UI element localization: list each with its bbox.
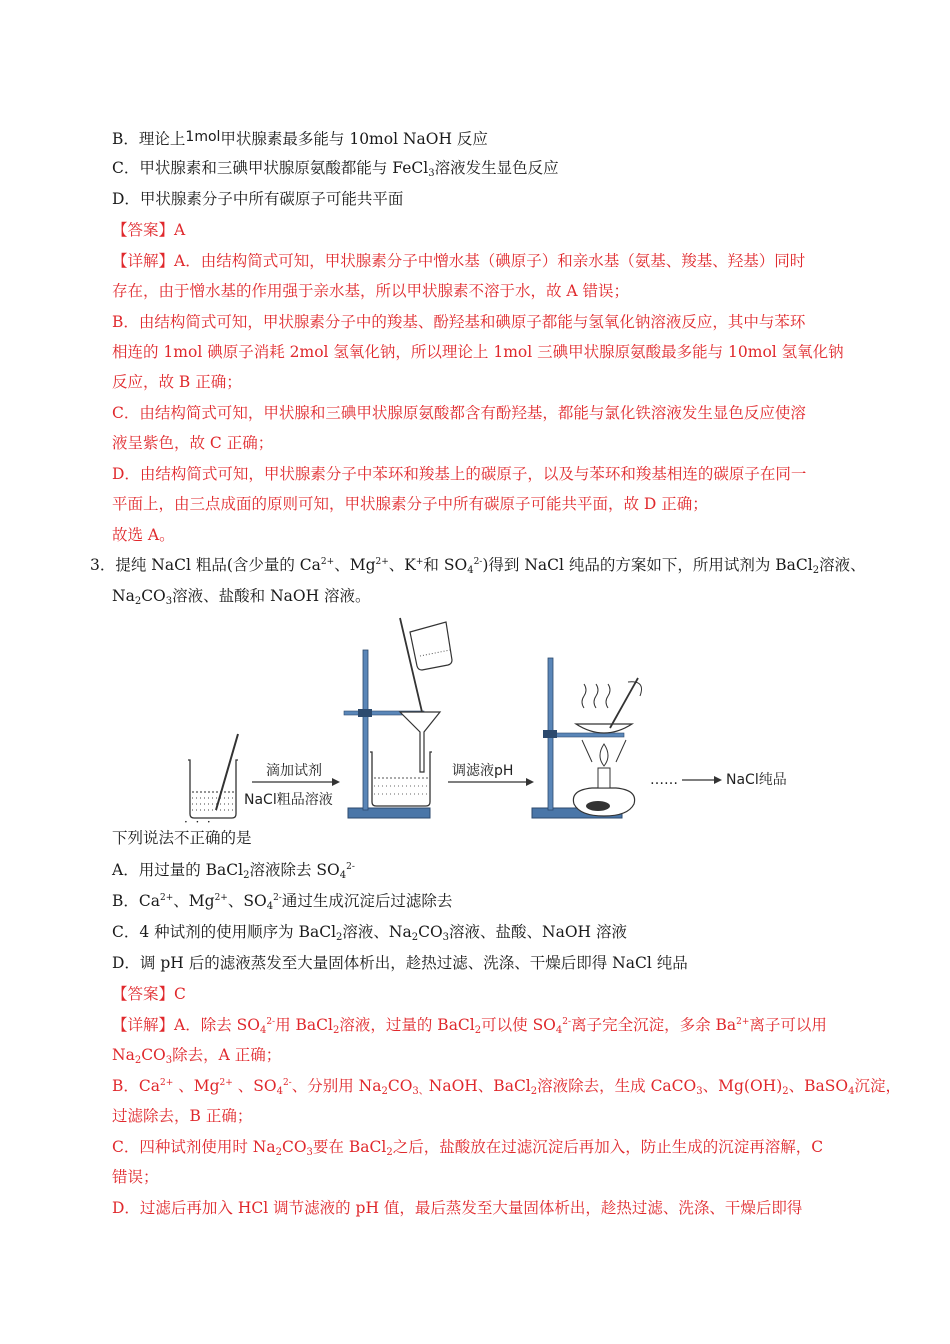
charge: 2+ [219,1078,233,1088]
subscript: 2 [386,1147,393,1158]
q3-stem-text: )得到 NaCl 纯品的方案如下，所用试剂为 BaCl [482,556,813,574]
text: 、Mg [173,892,215,910]
text: B．Ca [112,1077,160,1095]
q2-detail-line: 【详解】A．由结构简式可知，甲状腺素分子中憎水基（碘原子）和亲水基（氨基、羧基、羟基）同时 [112,252,806,270]
charge: 2+ [375,557,389,567]
charge: 2+ [320,557,335,567]
text: 要在 BaCl [312,1138,387,1156]
q2-option-c-sub: 3 [428,168,435,179]
text: 、Mg(OH) [702,1077,783,1095]
q2-detail-line: 反应，故 B 正确； [112,373,242,391]
q2-detail-line: 故选 A。 [112,526,175,544]
q3-stem-text: 溶液、 [819,556,866,574]
q2-detail-line: 存在，由于憎水基的作用强于亲水基，所以甲状腺素不溶于水，故 A 错误； [112,282,630,300]
subscript: 2 [243,870,250,881]
q3-prompt-text: 下列说法 [112,829,175,847]
purification-apparatus-figure [180,612,800,834]
q2-option-b [112,127,488,149]
text: CO [281,1138,307,1156]
arrow-final [682,776,722,784]
q3-stem-text: 溶液、盐酸和 NaOH 溶液。 [172,587,371,605]
text: NaOH、BaCl [428,1077,531,1095]
q3-detail-line [112,1045,281,1065]
q2-option-b-prefix: B．理论上 [112,130,186,148]
q3-stem-text: CO [141,587,166,605]
subscript: 3 [165,1055,173,1066]
charge: 2- [273,893,282,903]
text: 离子完全沉淀，多余 Ba [571,1016,737,1034]
subscript: 3 [165,596,173,607]
text: Na [112,1046,135,1064]
subscript: 2 [812,565,820,576]
q3-stem-text: 、K [388,556,416,574]
text: CO [418,923,443,941]
text: 之后，盐酸放在过滤沉淀后再加入，防止生成的沉淀再溶解，C [392,1138,824,1156]
text: 可以使 SO [481,1016,556,1034]
arrow-dropwise [252,778,340,786]
q2-detail-line: 平面上，由三点成面的原则可知，甲状腺素分子中所有碳原子可能共平面，故 D 正确； [112,495,708,513]
q2-option-c-text-end: 溶液发生显色反应 [434,159,559,177]
text: 沉淀， [854,1077,901,1095]
charge: 2- [346,862,355,872]
q3-detail-line [112,1076,901,1096]
evaporation-stand [532,658,642,818]
q3-option-c [112,922,627,942]
q3-stem-text: 、Mg [334,556,376,574]
charge: 2+ [736,1017,750,1027]
charge: 2+ [160,1078,174,1088]
text: 溶液、Na [342,923,412,941]
label-adjust-ph: 调滤液pH [452,763,514,779]
charge: 2- [473,557,483,567]
subscript: 2 [333,1025,340,1036]
q2-detail-line: C．由结构简式可知，甲状腺和三碘甲状腺原氨酸都含有酚羟基，都能与氯化铁溶液发生显色反应使溶 [112,404,806,422]
charge: 2- [562,1017,572,1027]
text: 用 BaCl [275,1016,333,1034]
charge: 2+ [160,893,174,903]
label-crude-solution: NaCl粗品溶液 [244,792,333,808]
arrow-adjust-ph [448,778,534,786]
text: 、分别用 Na [291,1077,382,1095]
subscript: 3 [306,1147,313,1158]
subscript: 2 [336,932,343,943]
q3-stem-line-2 [112,586,371,606]
q3-stem-text: 3．提纯 NaCl 粗品(含少量的 Ca [90,556,321,574]
subscript: 3 [442,932,450,943]
charge: 2- [282,1078,292,1088]
subscript: 4 [467,565,474,576]
q3-prompt [112,828,252,848]
q2-option-c-text: C．甲状腺素和三碘甲状腺原氨酸都能与 FeCl [112,159,429,177]
text: C．4 种试剂的使用顺序为 BaCl [112,923,337,941]
q3-detail-line [112,1015,827,1035]
charge: + [415,557,424,567]
q3-stem-text: 和 SO [423,556,468,574]
charge: 2- [266,1017,276,1027]
text: CO [387,1077,413,1095]
q3-option-a [112,860,355,880]
label-dropwise-reagent: 滴加试剂 [266,763,322,779]
q2-detail-line: B．由结构简式可知，甲状腺素分子中的羧基、酚羟基和碘原子都能与氢氧化钠溶液反应，其中与苯环 [112,313,806,331]
beaker-with-crude-solution [188,734,238,818]
subscript: 2 [134,596,142,607]
q3-prompt-emphasis: 不正 [174,829,206,847]
q3-stem-text: Na [112,587,135,605]
q3-option-b [112,891,452,911]
q3-detail-line: 错误； [112,1168,159,1186]
q3-prompt-text: 确的是 [205,829,252,847]
text: CO [141,1046,166,1064]
text: 溶液除去 SO [249,861,340,879]
q2-detail-line: D．由结构简式可知，甲状腺素分子中苯环和羧基上的碳原子，以及与苯环和羧基相连的碳原子在同一 [112,465,807,483]
subscript: 4 [339,870,347,881]
text: 、SO [227,892,267,910]
charge: 2+ [214,893,228,903]
text: C．四种试剂使用时 Na [112,1138,276,1156]
q2-option-d: D．甲状腺素分子中所有碳原子可能共平面 [112,190,404,208]
subscript: 2 [411,932,419,943]
text: 、Mg [173,1077,220,1095]
q3-option-d: D．调 pH 后的滤液蒸发至大量固体析出，趁热过滤、洗涤、干燥后即得 NaCl 纯品 [112,954,688,972]
subscript: 3、 [412,1086,429,1097]
text: 离子可以用 [749,1016,827,1034]
subscript: 2 [134,1055,142,1066]
text: 、SO [232,1077,277,1095]
text: 通过生成沉淀后过滤除去 [281,892,453,910]
q3-detail-line [112,1137,823,1157]
q2-answer: 【答案】A [112,221,186,239]
subscript: 2 [275,1147,282,1158]
q2-detail-line: 相连的 1mol 碘原子消耗 2mol 氢氧化钠，所以理论上 1mol 三碘甲状腺原氨酸最多能与 10mol 氢氧化钠 [112,343,844,361]
text: 、BaSO [788,1077,849,1095]
subscript: 4 [259,1025,267,1036]
label-ellipsis: …… [650,772,678,788]
q3-detail-line: 过滤除去，B 正确； [112,1107,253,1125]
subscript: 4 [266,901,274,912]
q3-detail-line: D．过滤后再加入 HCl 调节滤液的 pH 值，最后蒸发至大量固体析出，趁热过滤、洗涤、干燥后即得 [112,1199,803,1217]
subscript: 4 [276,1086,283,1097]
q2-option-c [112,158,559,178]
filtration-stand [344,618,452,818]
subscript: 2 [530,1086,538,1097]
subscript: 2 [782,1086,789,1097]
text: 【详解】A．除去 SO [112,1016,260,1034]
q2-option-b-mol: 1mol [185,129,221,145]
text: 溶液、盐酸、NaOH 溶液 [449,923,628,941]
emphasis-dots: · · · [184,815,211,829]
text: 除去，A 正确； [172,1046,282,1064]
subscript: 3 [696,1086,703,1097]
subscript: 4 [848,1086,855,1097]
subscript: 2 [474,1025,482,1036]
q3-answer: 【答案】C [112,985,186,1003]
text: B．Ca [112,892,160,910]
q2-option-b-suffix: 甲状腺素最多能与 10mol NaOH 反应 [220,130,488,148]
subscript: 2 [381,1086,388,1097]
q3-stem-line-1 [90,555,866,575]
label-pure-nacl: NaCl纯品 [726,772,787,788]
subscript: 4 [555,1025,563,1036]
text: A．用过量的 BaCl [112,861,244,879]
text: 溶液，过量的 BaCl [339,1016,475,1034]
text: 溶液除去，生成 CaCO [537,1077,697,1095]
q2-detail-line: 液呈紫色，故 C 正确； [112,434,274,452]
